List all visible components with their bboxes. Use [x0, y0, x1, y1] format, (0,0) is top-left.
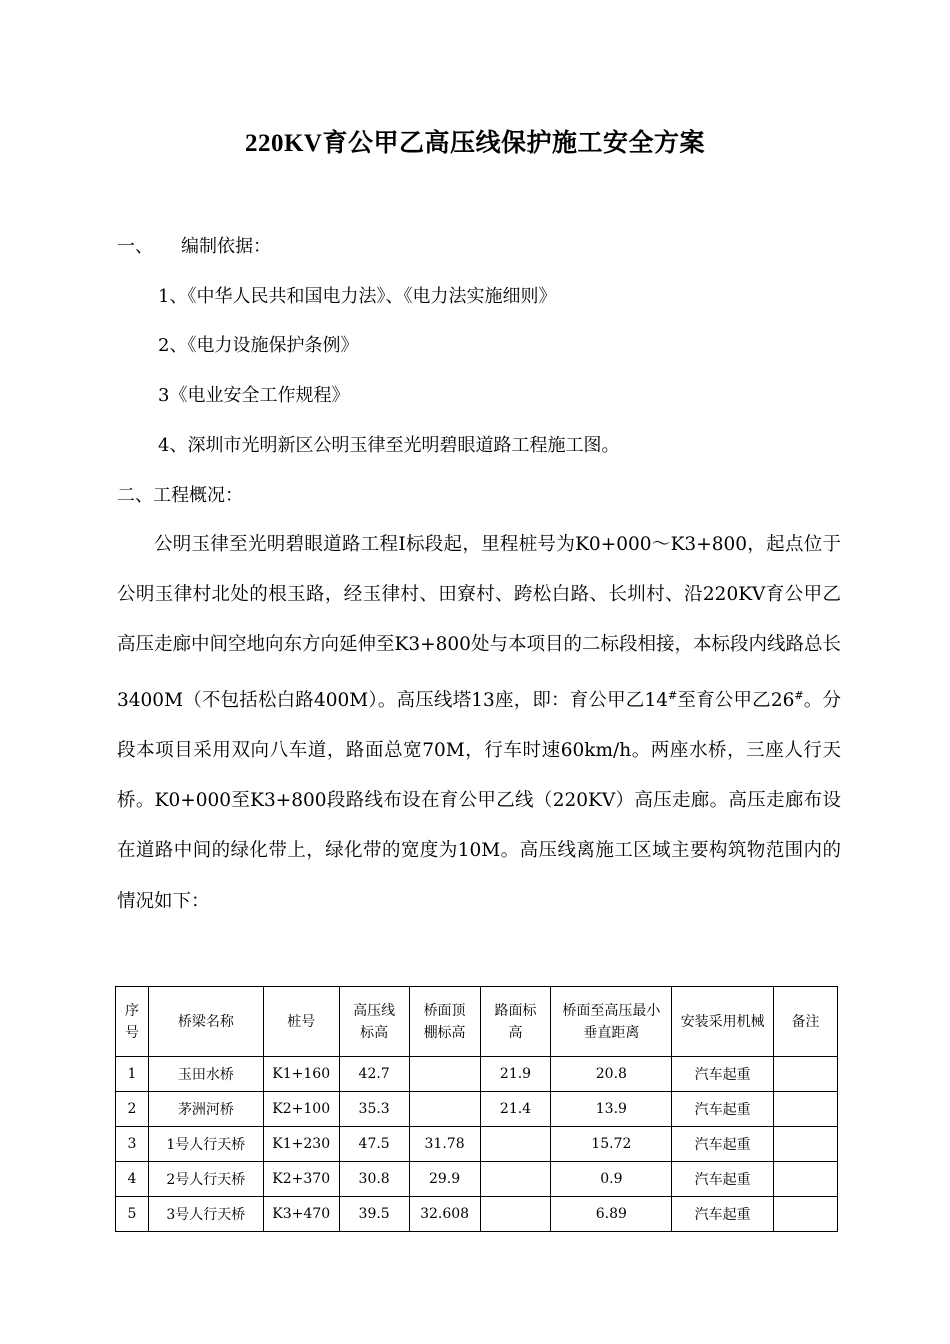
cell-remarks — [774, 1197, 838, 1232]
cell-machinery: 汽车起重 — [672, 1092, 774, 1127]
cell-line-elevation: 35.3 — [339, 1092, 409, 1127]
cell-min-clearance: 15.72 — [551, 1127, 672, 1162]
table-row — [116, 1092, 838, 1127]
reference-item: 1、《中华人民共和国电力法》、《电力法实施细则》 — [158, 286, 557, 307]
cell-station: K1+230 — [263, 1127, 339, 1162]
cell-remarks — [774, 1057, 838, 1092]
cell-station: K2+100 — [263, 1092, 339, 1127]
tower-mark: # — [668, 688, 678, 702]
reference-item: 4、深圳市光明新区公明玉律至光明碧眼道路工程施工图。 — [158, 435, 620, 456]
column-header: 桥面至高压最小垂直距离 — [551, 987, 672, 1057]
table-row — [116, 1057, 838, 1092]
document-title: 220KV育公甲乙高压线保护施工安全方案 — [244, 130, 705, 157]
paragraph-text: 公明玉律至光明碧眼道路工程Ⅰ标段起，里程桩号为K0+000～K3+800，起点位于公明玉律村北处的根玉路，经玉律村、田寮村、跨松白路、长圳村、沿220KV育公甲乙高压走廊中间空地向东方向延伸至K3+800处与本项目的二标段相接，本标段内线路总长3400M（不包括松白路400M）。高压线塔13座，即：育公甲乙14 — [117, 534, 841, 711]
cell-station: K3+470 — [263, 1197, 339, 1232]
cell-bridge-name: 玉田水桥 — [148, 1057, 263, 1092]
cell-road-elevation — [480, 1162, 551, 1197]
cell-min-clearance: 0.9 — [551, 1162, 672, 1197]
cell-station: K2+370 — [263, 1162, 339, 1197]
cell-bridge-name: 2号人行天桥 — [148, 1162, 263, 1197]
cell-remarks — [774, 1162, 838, 1197]
cell-min-clearance: 13.9 — [551, 1092, 672, 1127]
cell-index: 2 — [116, 1092, 149, 1127]
cell-line-elevation: 42.7 — [339, 1057, 409, 1092]
cell-machinery: 汽车起重 — [672, 1197, 774, 1232]
project-overview-paragraph — [117, 520, 841, 927]
bridge-clearance-table — [115, 986, 838, 1232]
cell-deck-top-elevation — [409, 1092, 480, 1127]
cell-machinery: 汽车起重 — [672, 1162, 774, 1197]
cell-road-elevation — [480, 1127, 551, 1162]
cell-index: 1 — [116, 1057, 149, 1092]
table-row — [116, 1127, 838, 1162]
section2-heading: 二、工程概况： — [117, 485, 243, 506]
cell-remarks — [774, 1127, 838, 1162]
column-header: 桩号 — [263, 987, 339, 1057]
cell-road-elevation: 21.9 — [480, 1057, 551, 1092]
section1-heading: 编制依据： — [181, 236, 271, 257]
cell-machinery: 汽车起重 — [672, 1127, 774, 1162]
cell-min-clearance: 20.8 — [551, 1057, 672, 1092]
cell-deck-top-elevation: 31.78 — [409, 1127, 480, 1162]
cell-index: 3 — [116, 1127, 149, 1162]
column-header: 桥面顶棚标高 — [409, 987, 480, 1057]
table-row — [116, 1197, 838, 1232]
cell-deck-top-elevation: 29.9 — [409, 1162, 480, 1197]
tower-mark: # — [794, 688, 804, 702]
cell-line-elevation: 30.8 — [339, 1162, 409, 1197]
reference-item: 3《电业安全工作规程》 — [158, 385, 350, 406]
cell-index: 5 — [116, 1197, 149, 1232]
cell-line-elevation: 47.5 — [339, 1127, 409, 1162]
cell-line-elevation: 39.5 — [339, 1197, 409, 1232]
cell-bridge-name: 1号人行天桥 — [148, 1127, 263, 1162]
cell-index: 4 — [116, 1162, 149, 1197]
cell-remarks — [774, 1092, 838, 1127]
column-header: 安装采用机械 — [672, 987, 774, 1057]
cell-deck-top-elevation — [409, 1057, 480, 1092]
table-row — [116, 1162, 838, 1197]
section1-number: 一、 — [117, 236, 153, 257]
cell-bridge-name: 3号人行天桥 — [148, 1197, 263, 1232]
column-header: 桥梁名称 — [148, 987, 263, 1057]
cell-deck-top-elevation: 32.608 — [409, 1197, 480, 1232]
cell-road-elevation: 21.4 — [480, 1092, 551, 1127]
column-header: 高压线标高 — [339, 987, 409, 1057]
paragraph-text: 至育公甲乙26 — [677, 689, 795, 711]
column-header: 备注 — [774, 987, 838, 1057]
cell-machinery: 汽车起重 — [672, 1057, 774, 1092]
table-header-row — [116, 987, 838, 1057]
cell-bridge-name: 茅洲河桥 — [148, 1092, 263, 1127]
paragraph-text: 。分段本项目采用双向八车道，路面总宽70M，行车时速60km/h。两座水桥，三座人行天桥。K0+000至K3+800段路线布设在育公甲乙线（220KV）高压走廊。高压走廊布设在道路中间的绿化带上，绿化带的宽度为10M。高压线离施工区域主要构筑物范围内的情况如下： — [117, 689, 841, 912]
cell-min-clearance: 6.89 — [551, 1197, 672, 1232]
cell-station: K1+160 — [263, 1057, 339, 1092]
reference-item: 2、《电力设施保护条例》 — [158, 335, 359, 356]
cell-road-elevation — [480, 1197, 551, 1232]
column-header: 序号 — [116, 987, 149, 1057]
column-header: 路面标高 — [480, 987, 551, 1057]
